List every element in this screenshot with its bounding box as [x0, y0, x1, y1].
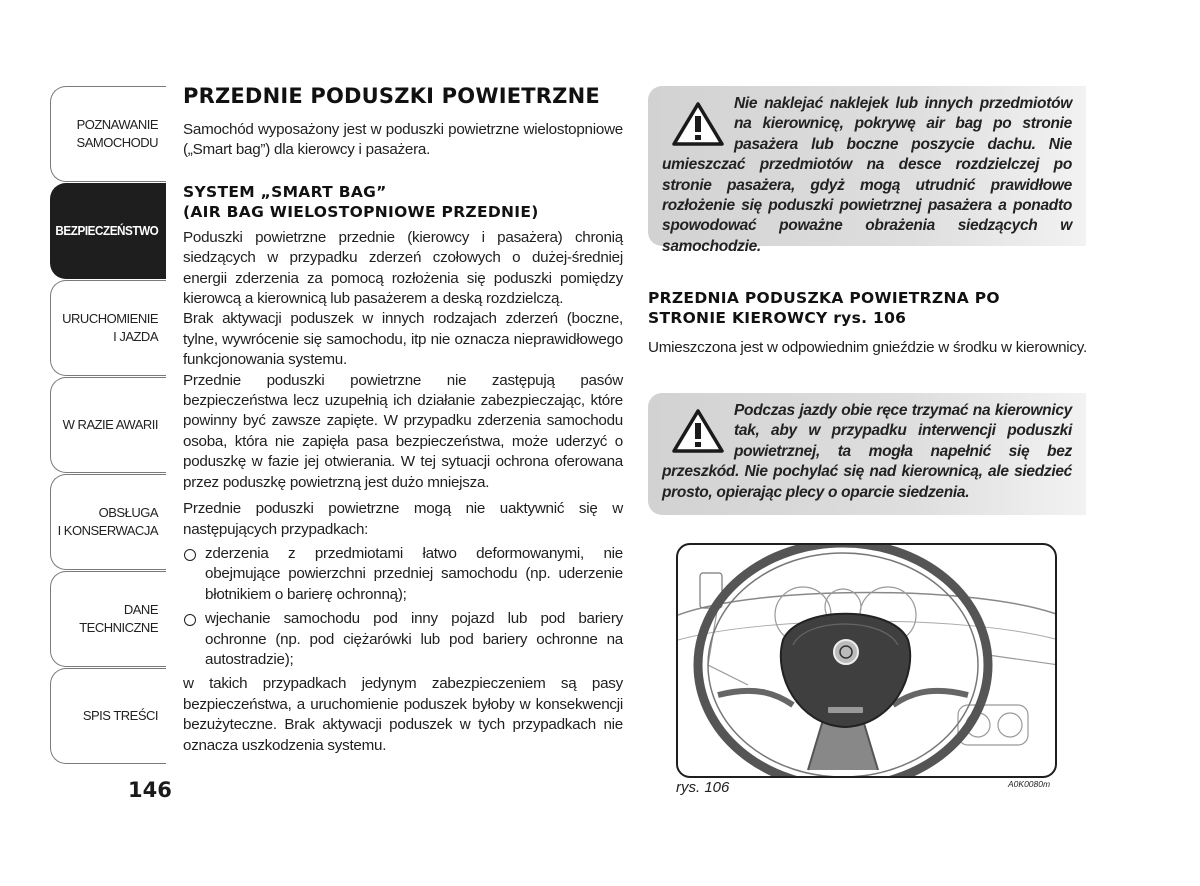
left-column [183, 84, 623, 756]
warning-triangle-icon [672, 409, 724, 453]
bullet-list [183, 544, 623, 670]
list-item: zderzenia z przedmiotami łatwo deformowanymi, nie obejmujące powierzchni przedniej samochodu (np. uderzenie błotnikiem o barierę ochronną); [183, 544, 623, 605]
body-text [183, 228, 623, 756]
tab-bezpieczenstwo[interactable] [50, 183, 166, 279]
warning-triangle-icon [672, 102, 724, 146]
section-heading-smart-bag: SYSTEM „SMART BAG” (AIR BAG WIELOSTOPNIOWE PRZEDNIE) [183, 182, 539, 221]
tab-label: URUCHOMIENIE I JAZDA [62, 311, 158, 344]
paragraph: Brak aktywacji poduszek w innych rodzajach zderzeń (boczne, tylne, wywrócenie się samochodu, itp nie oznacza nieprawidłowego funkcjonowania systemu. [183, 310, 623, 369]
warning-text: Nie naklejać naklejek lub innych przedmiotów na kierownicę, pokrywę air bag po stronie pasażera lub boczne poszycie dachu. Nie umieszczać przedmiotów na desce rozdzielczej po stronie pasażera, gdyż mogą utrudnić prawidłowe rozłożenie się poduszki powietrznej pasażera a ponadto spowodować poważne obrażenia siedzących w samochodzie. [662, 95, 1072, 255]
tab-label: OBSŁUGA I KONSERWACJA [57, 505, 158, 538]
warning-box [648, 86, 1086, 255]
tab-obsluga-i-konserwacja[interactable] [50, 474, 166, 570]
tab-uruchomienie-i-jazda[interactable] [50, 280, 166, 376]
steering-wheel-illustration [678, 545, 1057, 778]
tab-poznawanie-samochodu[interactable] [50, 86, 166, 182]
section-heading-driver-airbag: PRZEDNIA PODUSZKA POWIETRZNA PO STRONIE KIEROWCY rys. 106 [648, 289, 1000, 327]
figure-caption: rys. 106 [676, 779, 730, 796]
tab-label: POZNAWANIE SAMOCHODU [76, 117, 158, 150]
paragraph: Umieszczona jest w odpowiednim gnieździe w środku w kierownicy. [648, 339, 1087, 356]
warning-box [648, 393, 1086, 515]
tab-w-razie-awarii[interactable] [50, 377, 166, 473]
steering-wheel-figure [676, 543, 1057, 778]
tab-dane-techniczne[interactable] [50, 571, 166, 667]
paragraph: Poduszki powietrzne przednie (kierowcy i pasażera) chronią siedzących w przypadku zderzeń czołowych o dużej-średniej energii zderzenia za pomocą rozłożenia się poduszki pomiędzy kierowcą a kierownicą lub pasażerem a deską rozdzielczą. [183, 228, 623, 308]
tab-label: SPIS TREŚCI [82, 708, 158, 723]
paragraph: Przednie poduszki powietrzne nie zastępują pasów bezpieczeństwa lecz uzupełnią ich działanie zabezpieczając, które powinny być zawsze zapięte. W przypadku zderzenia samochodu osoba, która nie zapięła pasa bezpieczeństwa, może uderzyć o poduszkę w fazie jej otwierania. W tej sytuacji ochrona oferowana przez poduszkę powietrzną jest dużo mniejsza. [183, 371, 623, 491]
tab-spis-tresci[interactable] [50, 668, 166, 764]
list-item: wjechanie samochodu pod inny pojazd lub pod bariery ochronne (np. pod ciężarówki lub pod bariery ochronne na autostradzie); [183, 609, 623, 670]
page-number: 146 [128, 778, 172, 802]
tab-label: DANE TECHNICZNE [79, 602, 158, 635]
warning-text: Podczas jazdy obie ręce trzymać na kierownicy tak, aby w przypadku interwencji poduszki powietrznej, ta mogła napełnić się bez przeszkód. Nie pochylać się nad kierownicą, ale siedzieć prosto, opierając plecy o oparcie siedzenia. [662, 402, 1072, 501]
tab-label: BEZPIECZEŃSTWO [55, 223, 158, 238]
tab-label: W RAZIE AWARII [62, 417, 158, 432]
figure-code: A0K0080m [1008, 779, 1051, 789]
intro-paragraph: Samochód wyposażony jest w poduszki powietrzne wielostopniowe („Smart bag”) dla kierowcy i pasażera. [183, 121, 623, 159]
paragraph: Przednie poduszki powietrzne mogą nie uaktywnić się w następujących przypadkach: [183, 500, 623, 538]
page-title: PRZEDNIE PODUSZKI POWIETRZNE [183, 84, 600, 108]
paragraph: w takich przypadkach jedynym zabezpieczeniem są pasy bezpieczeństwa, a uruchomienie poduszek byłoby w konsekwencji bezużyteczne. Brak aktywacji poduszek w tych przypadkach nie oznacza uszkodzenia systemu. [183, 675, 623, 754]
right-column [648, 86, 1087, 501]
section-tabs [50, 86, 166, 765]
